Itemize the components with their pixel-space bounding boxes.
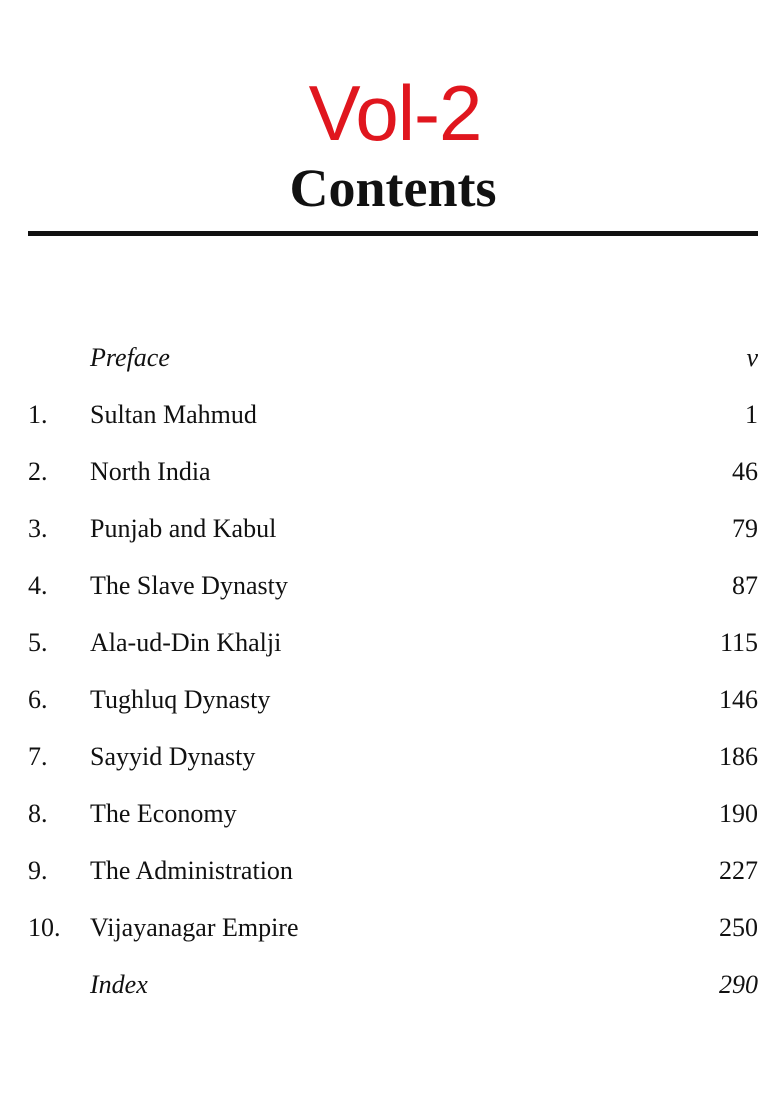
- toc-title: Preface: [90, 343, 170, 372]
- toc-number: 1.: [28, 400, 48, 429]
- toc-title: Ala-ud-Din Khalji: [90, 628, 282, 657]
- toc-title: Punjab and Kabul: [90, 514, 277, 543]
- toc-page: 1: [745, 400, 758, 429]
- toc-page: v: [746, 343, 758, 372]
- toc-entry: [28, 678, 758, 735]
- toc-page: 227: [719, 856, 758, 885]
- toc-entry: [28, 621, 758, 678]
- toc-number: 8.: [28, 799, 48, 828]
- toc-title: The Administration: [90, 856, 293, 885]
- toc-entry: [28, 336, 758, 393]
- toc-number: 4.: [28, 571, 48, 600]
- toc-title: Index: [90, 970, 148, 999]
- toc-entry: [28, 450, 758, 507]
- page-title: Contents: [289, 158, 497, 218]
- toc-page: 190: [719, 799, 758, 828]
- toc-number: 10.: [28, 913, 61, 942]
- toc-page: 46: [732, 457, 758, 486]
- toc-entry: [28, 393, 758, 450]
- toc-number: 9.: [28, 856, 48, 885]
- toc-title: Vijayanagar Empire: [90, 913, 299, 942]
- toc-title: The Economy: [90, 799, 237, 828]
- toc-page: 79: [732, 514, 758, 543]
- toc-entry: [28, 792, 758, 849]
- toc-entry: [28, 735, 758, 792]
- toc-entry: [28, 564, 758, 621]
- volume-title: Vol-2: [308, 69, 482, 157]
- toc-number: 2.: [28, 457, 48, 486]
- toc-page: 186: [719, 742, 758, 771]
- toc-title: Sayyid Dynasty: [90, 742, 256, 771]
- toc-entry: [28, 507, 758, 564]
- toc-entry: [28, 849, 758, 906]
- toc-entry: [28, 963, 758, 1020]
- toc-entry: [28, 906, 758, 963]
- toc-page: 115: [719, 628, 758, 657]
- divider: [28, 231, 758, 236]
- toc-page: 290: [719, 970, 758, 999]
- toc-number: 7.: [28, 742, 48, 771]
- toc-title: North India: [90, 457, 211, 486]
- toc-number: 6.: [28, 685, 48, 714]
- toc-page: 87: [732, 571, 758, 600]
- toc-title: Tughluq Dynasty: [90, 685, 271, 714]
- toc-title: Sultan Mahmud: [90, 400, 257, 429]
- toc-page: 250: [719, 913, 758, 942]
- table-of-contents: [28, 336, 758, 1020]
- toc-number: 3.: [28, 514, 48, 543]
- toc-page: 146: [719, 685, 758, 714]
- toc-title: The Slave Dynasty: [90, 571, 288, 600]
- toc-number: 5.: [28, 628, 48, 657]
